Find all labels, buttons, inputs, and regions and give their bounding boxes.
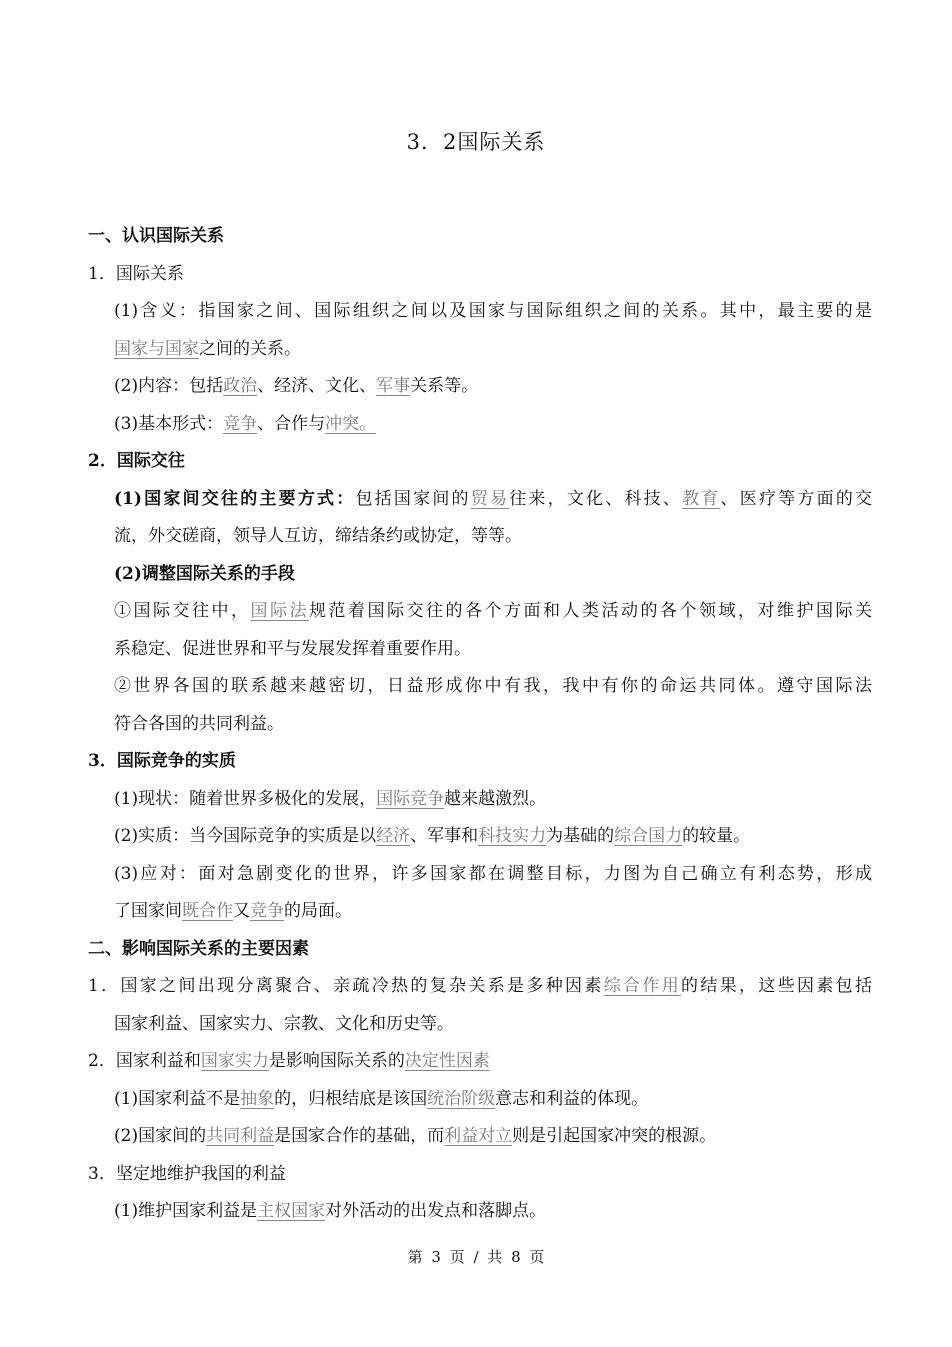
- fill-in-answer: 科技实力: [478, 826, 547, 846]
- fill-in-answer: 冲突。: [325, 413, 377, 434]
- page-title: 3．2国际关系: [406, 130, 546, 154]
- text-span: 2．国际交往: [88, 451, 185, 471]
- fill-in-answer: 决定性因素: [404, 1051, 490, 1071]
- fill-in-answer: 主权国家: [257, 1201, 326, 1221]
- page-footer: 第 3 页 / 共 8 页: [407, 1248, 545, 1266]
- text-span: 是国家合作的基础，而: [274, 1126, 445, 1146]
- text-span: 符合各国的共同利益。: [114, 713, 284, 734]
- text-span: 的局面。: [284, 901, 352, 921]
- text-line: [88, 706, 872, 744]
- fill-in-answer: 竞争: [223, 413, 258, 434]
- text-span: 、经济、文化、: [257, 376, 377, 396]
- section-heading: [88, 218, 872, 256]
- text-line: [88, 1006, 872, 1044]
- text-line: [88, 818, 872, 856]
- text-span: (2)实质：当今国际竞争的实质是以: [114, 826, 377, 846]
- text-span: 意志和利益的体现。: [495, 1088, 649, 1109]
- section-heading: [88, 443, 872, 481]
- text-span: ②世界各国的联系越来越密切，日益形成你中有我，我中有你的命运共同体。遵守国际法: [114, 676, 872, 696]
- text-span: 、合作与: [257, 413, 326, 434]
- text-line: [88, 518, 872, 556]
- text-span: 包括国家间的: [355, 488, 471, 509]
- fill-in-answer: 国家实力: [200, 1051, 269, 1071]
- text-span: (2)内容：包括: [114, 376, 224, 396]
- text-span: ①国际交往中，: [114, 601, 251, 621]
- text-span: (2)调整国际关系的手段: [114, 563, 295, 584]
- text-span: (1)含义：指国家之间、国际组织之间以及国家与国际组织之间的关系。其中，最主要的是: [114, 301, 872, 321]
- text-span: 的，归根结底是该国: [274, 1088, 428, 1109]
- text-line: [88, 1193, 872, 1231]
- text-line: [88, 893, 872, 931]
- fill-in-answer: 国际法: [250, 601, 309, 621]
- text-span: 1．国际关系: [88, 263, 184, 284]
- section-heading: [88, 556, 872, 594]
- text-span: 一、认识国际关系: [88, 226, 224, 246]
- text-line: [88, 668, 872, 706]
- text-span: 往来，文化、科技、: [509, 488, 683, 509]
- text-span: 的结果，这些因素包括: [681, 976, 873, 996]
- text-line: [88, 368, 872, 406]
- text-span: 规范着国际交往的各个方面和人类活动的各个领域，对维护国际关: [309, 601, 872, 621]
- text-line: [88, 1043, 872, 1081]
- text-span: 之间的关系。: [199, 338, 301, 359]
- text-span: (1)国家间交往的主要方式：: [114, 488, 356, 509]
- text-line: [88, 331, 872, 369]
- fill-in-answer: 抽象: [240, 1088, 275, 1109]
- text-line: [88, 406, 872, 444]
- text-span: 是影响国际关系的: [268, 1051, 405, 1071]
- text-span: (1)国家利益不是: [114, 1088, 241, 1109]
- text-span: 二、影响国际关系的主要因素: [88, 938, 309, 959]
- text-line: [88, 593, 872, 631]
- text-span: (3)应对：面对急剧变化的世界，许多国家都在调整目标，力图为自己确立有利态势，形成: [114, 863, 872, 884]
- fill-in-answer: 贸易: [470, 488, 510, 509]
- text-span: 对外活动的出发点和落脚点。: [325, 1201, 547, 1221]
- text-line: [88, 1156, 872, 1194]
- text-span: 3．坚定地维护我国的利益: [88, 1163, 286, 1184]
- text-span: 为基础的: [546, 826, 615, 846]
- text-line: [88, 1118, 872, 1156]
- fill-in-answer: 国际竞争: [376, 788, 445, 809]
- document-body: [88, 218, 872, 1231]
- text-span: 越来越激烈。: [444, 788, 547, 809]
- text-span: (1)现状：随着世界多极化的发展，: [114, 788, 377, 809]
- text-span: 了国家间: [114, 901, 182, 921]
- text-line: [88, 631, 872, 669]
- text-span: 关系等。: [410, 376, 479, 396]
- text-span: 国家利益、国家实力、宗教、文化和历史等。: [114, 1013, 454, 1034]
- text-line: [88, 293, 872, 331]
- text-line: [88, 481, 872, 519]
- text-line: [88, 781, 872, 819]
- fill-in-answer: 竞争: [250, 901, 284, 921]
- fill-in-answer: 教育: [682, 488, 721, 509]
- text-span: (2)国家间的: [114, 1126, 207, 1146]
- section-heading: [88, 931, 872, 969]
- text-span: 则是引起国家冲突的根源。: [512, 1126, 717, 1146]
- text-span: 1．国家之间出现分离聚合、亲疏冷热的复杂关系是多种因素: [88, 976, 604, 996]
- section-heading: [88, 743, 872, 781]
- fill-in-answer: 综合作用: [603, 976, 682, 996]
- text-line: [88, 856, 872, 894]
- fill-in-answer: 经济: [376, 826, 411, 846]
- text-span: 2．国家利益和: [88, 1051, 201, 1071]
- text-span: 3．国际竞争的实质: [88, 751, 236, 771]
- fill-in-answer: 利益对立: [444, 1126, 513, 1146]
- fill-in-answer: 军事: [376, 376, 411, 396]
- text-line: [88, 1081, 872, 1119]
- text-span: 、医疗等方面的交: [720, 488, 873, 509]
- text-line: [88, 256, 872, 294]
- fill-in-answer: 国家与国家: [114, 338, 199, 359]
- fill-in-answer: 综合国力: [614, 826, 683, 846]
- fill-in-answer: 共同利益: [206, 1126, 275, 1146]
- text-span: 系稳定、促进世界和平与发展发挥着重要作用。: [114, 638, 471, 659]
- text-span: 、军事和: [410, 826, 479, 846]
- fill-in-answer: 政治: [223, 376, 258, 396]
- text-span: 流，外交磋商，领导人互访，缔结条约或协定，等等。: [114, 526, 522, 546]
- text-span: (1)维护国家利益是: [114, 1201, 258, 1221]
- text-line: [88, 968, 872, 1006]
- fill-in-answer: 既合作: [182, 901, 233, 921]
- text-span: 的较量。: [682, 826, 751, 846]
- text-span: (3)基本形式：: [114, 413, 224, 434]
- fill-in-answer: 统治阶级: [427, 1088, 496, 1109]
- text-span: 又: [233, 901, 250, 921]
